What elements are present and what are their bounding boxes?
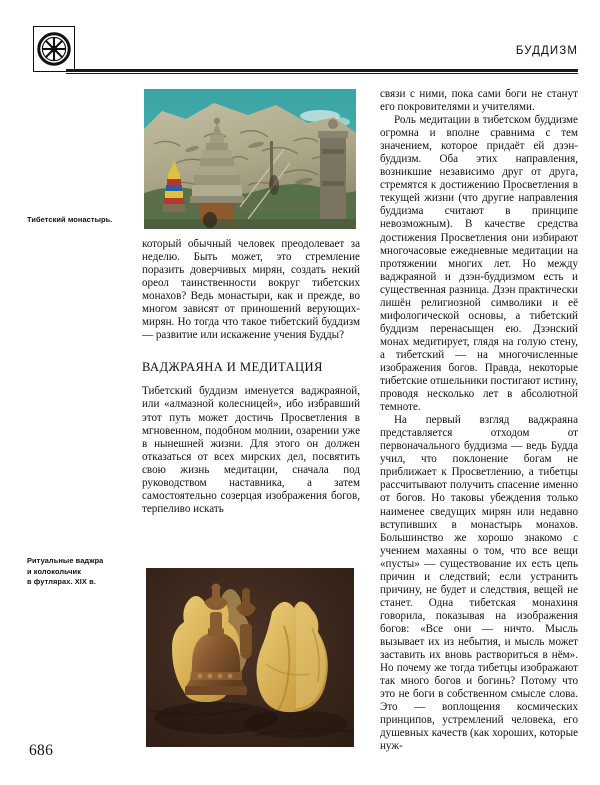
dharma-wheel-icon	[33, 26, 75, 72]
text-column-left	[142, 238, 360, 516]
paragraph: Тибетский буддизм именуется ваджраяной, или «алмазной колесницей», ибо избравший этот путь может достичь Просветления в мгновенном, подобном молнии, озарении уже в нынешней жизни. Для этого он должен отказаться от всех мирских дел, посвятить свою жизнь медитации, сначала под руководством наставника, а затем самостоятельно созерцая изображения богов, терпеливо искать	[142, 385, 360, 515]
caption-monastery-text: Тибетский монастырь.	[27, 215, 113, 224]
caption-monastery	[27, 215, 139, 226]
caption-vajra-line-3: в футлярах. XIX в.	[27, 577, 96, 586]
header-rule-secondary	[66, 73, 578, 74]
paragraph: связи с ними, пока сами боги не станут его покровителями и учителями.	[380, 88, 578, 114]
section-heading-vajrayana: ВАДЖРАЯНА И МЕДИТАЦИЯ	[142, 360, 323, 375]
figure-vajra-bell-photo	[146, 568, 354, 747]
figure-monastery-photo	[144, 89, 356, 229]
caption-vajra-line-2: и колокольчик	[27, 566, 81, 576]
page-header	[0, 0, 600, 78]
caption-vajra-bell	[27, 556, 143, 588]
paragraph: Роль медитации в тибетском буддизме огромна и вполне сравнима с тем значением, которое придаёт ей дзэн-буддизм. Оба этих направления, возникшие независимо друг от друга, стремятся к достижению Просветления в текущей жизни (что другие направления буддизма считают в принципе невозможным). В качестве средства достижения Просветления они избирают многочасовые ежедневные медитации на протяжении многих лет. Но между ваджраяной и дзэн-буддизмом есть и существенная разница. Дзэн практически лишён религиозной символики и её мифологической основы, а тибетский буддизм перенасыщен ею. Дзэнский монах медитирует, глядя на голую стену, а тибетский — на многочисленные изображения богов. Правда, некоторые тибетские отшельники постигают истину, проводя несколько лет в абсолютной темноте.	[380, 114, 578, 414]
paragraph: который обычный человек преодолевает за неделю. Быть может, это стремление поразить доверчивых мирян, создать некий ореол таинственности вокруг тибетских монахов? Ведь монастыри, как и прежде, во многом зависят от приношений верующих-мирян. Но тогда что такое тибетский буддизм — развитие или искажение учения Будды?	[142, 238, 360, 342]
page-number: 686	[29, 742, 54, 759]
page-title: БУДДИЗМ	[515, 45, 578, 57]
paragraph: На первый взгляд ваджраяна представляется отходом от первоначального буддизма — ведь Будда учил, что поклонение богам не приближает к Просветлению, а тибетцы рассчитывают получить спасение именно от богов. Но таковы убеждения только наименее сведущих мирян или недавно вступивших в монастырь монахов. Большинство же хорошо знакомо с учением махаяны о том, что все вещи «пусты» — существование их есть цепь причин и следствий; если устранить причину, не будет и следствия, вещей не станет. Одна тибетская монахиня говорила, показывая на изображения богов: «Все они — ничто. Мысль вызывает их из небытия, и мысль может заставить их вновь раствориться в нём». Но почему же тогда тибетцы изображают так много богов и богинь? Потому что это не боги в собственном смысле слова. Это — воплощения космических принципов, устремлений человека, его душевных качеств (как хороших, которые нуж-	[380, 414, 578, 753]
caption-vajra-line-1: Ритуальные ваджра	[27, 556, 104, 565]
text-column-right	[380, 88, 578, 753]
